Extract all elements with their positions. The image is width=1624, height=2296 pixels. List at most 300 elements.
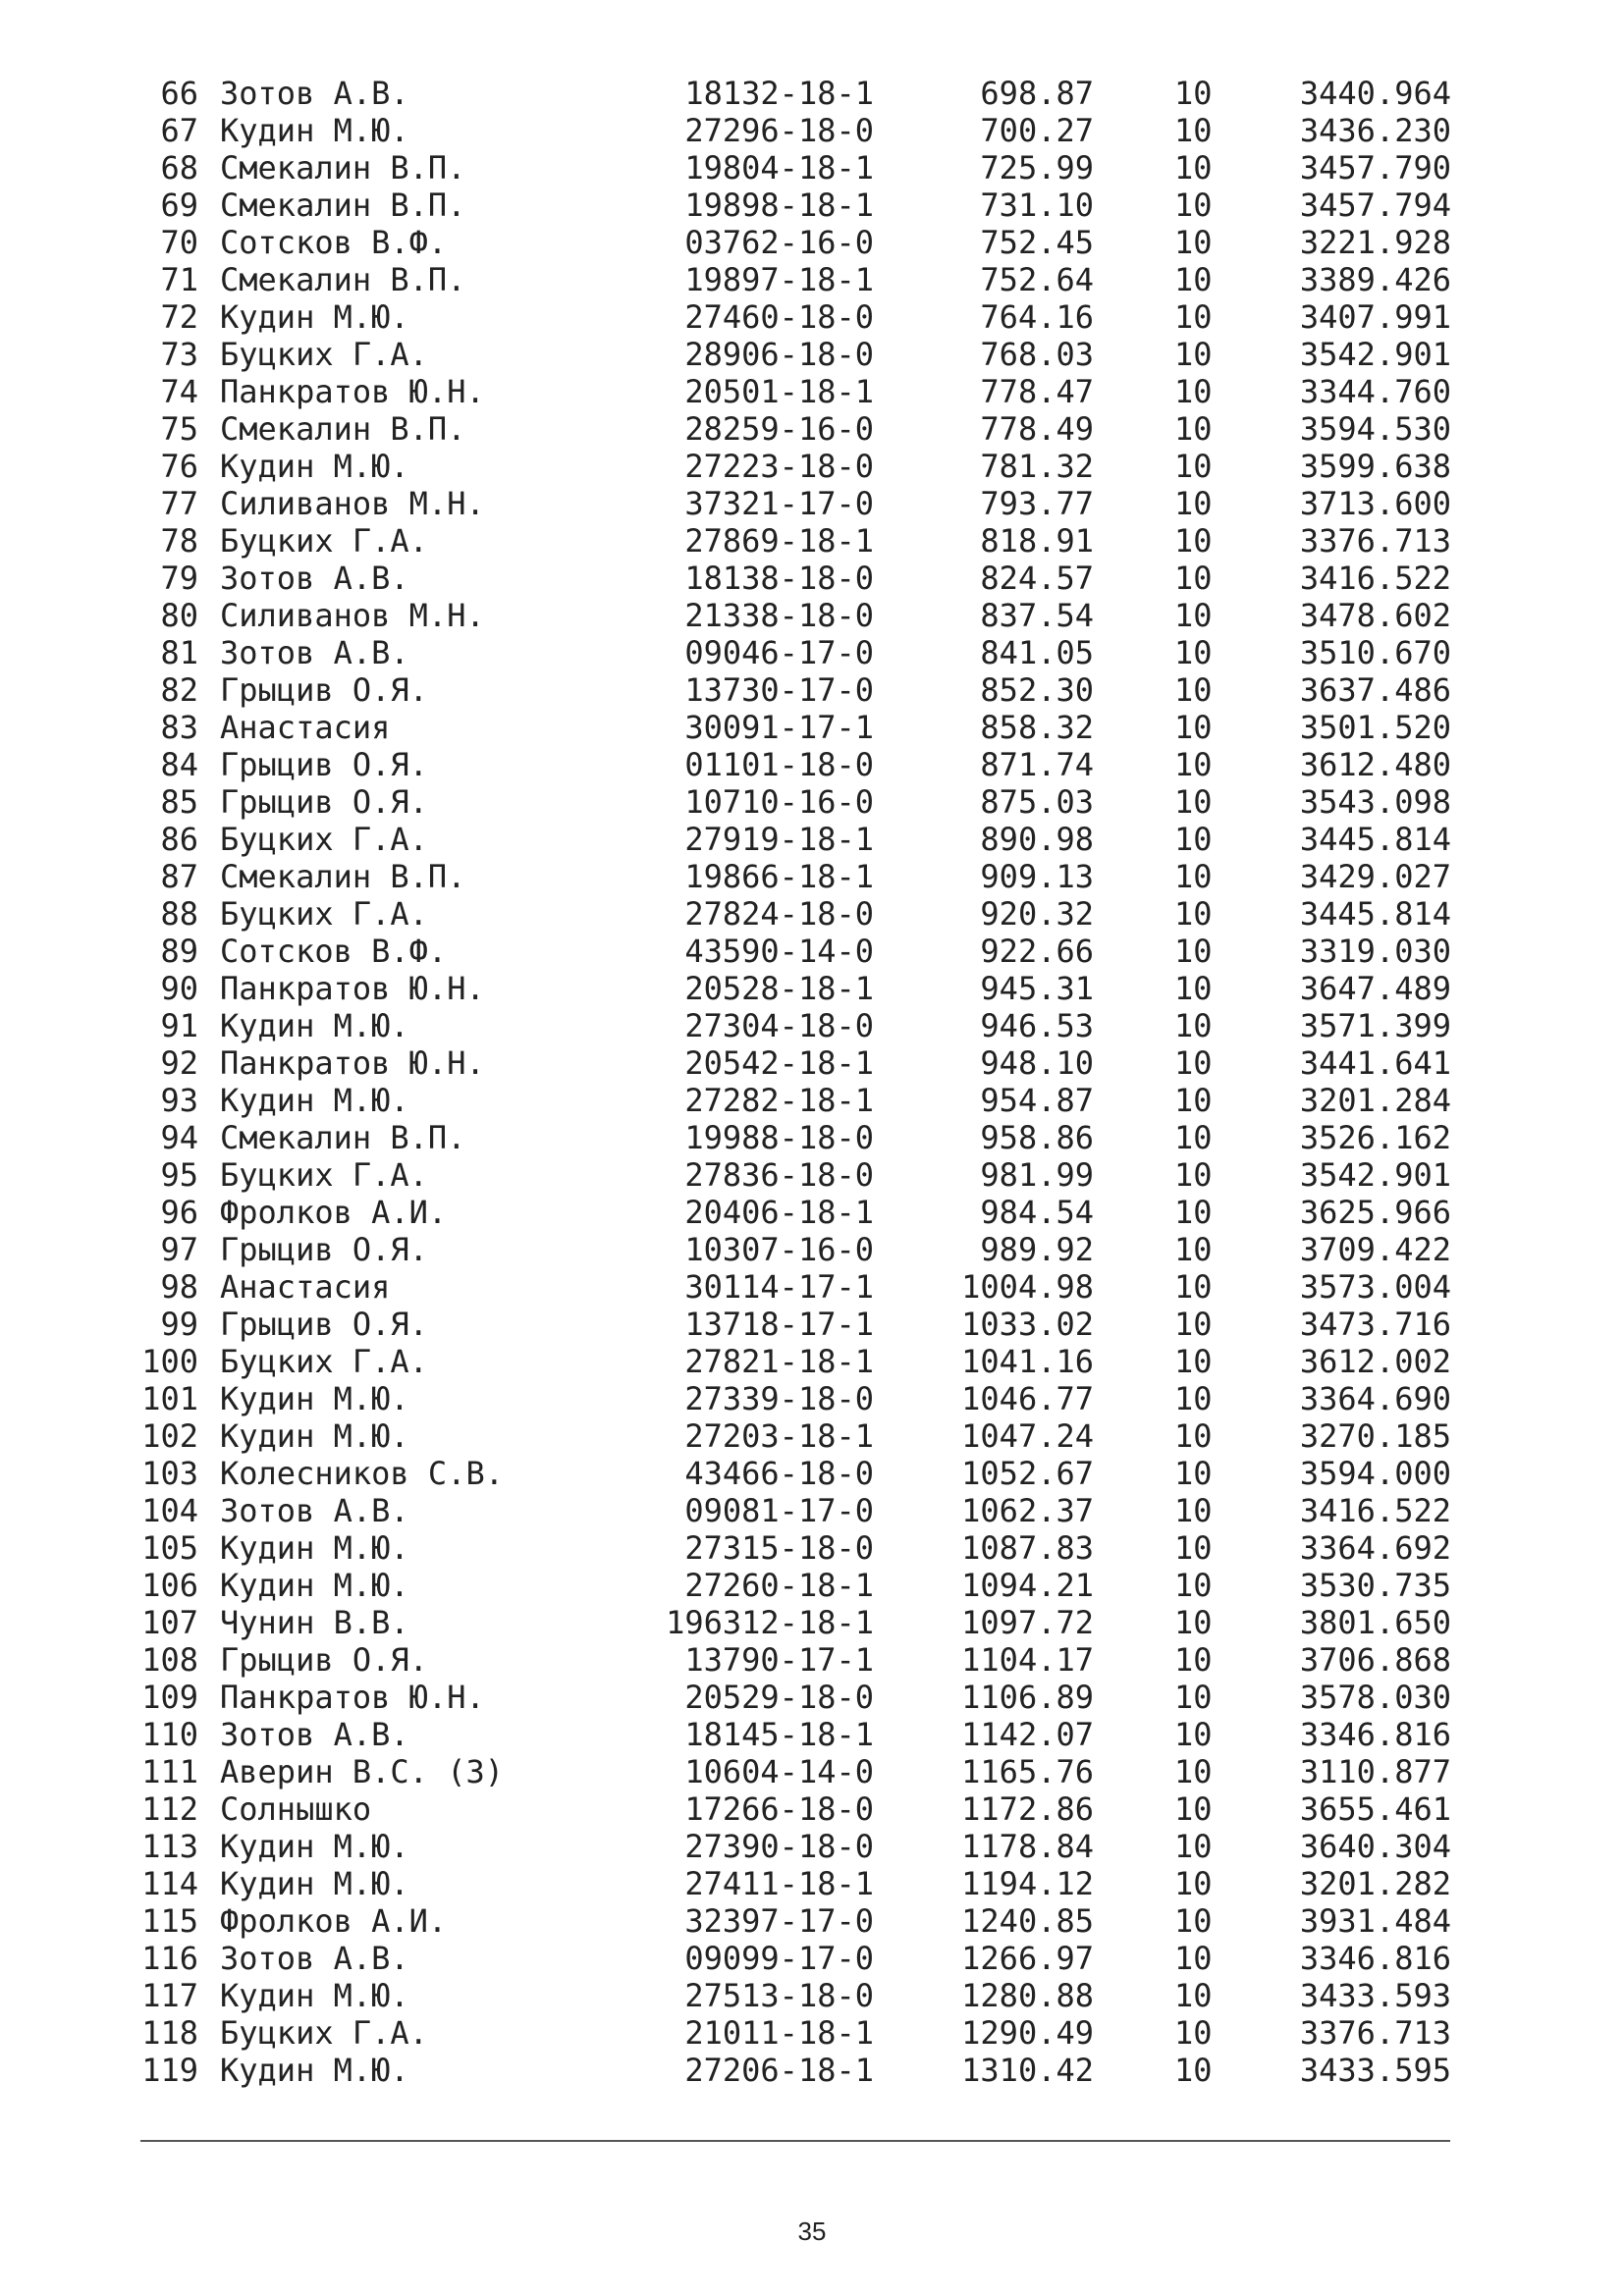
distance-value: 1280.88: [961, 1977, 1094, 2014]
ring-code: 32397-17-0: [684, 1902, 874, 1940]
table-row: [0, 149, 1624, 187]
row-number: 82: [160, 671, 198, 709]
participant-name: Кудин М.Ю.: [220, 1977, 409, 2014]
speed-value: 3319.030: [1299, 933, 1451, 970]
coefficient-value: 10: [1174, 1417, 1213, 1455]
ring-code: 18138-18-0: [684, 560, 874, 597]
table-row: [0, 1082, 1624, 1119]
coefficient-value: 10: [1174, 522, 1213, 560]
distance-value: 989.92: [980, 1231, 1094, 1268]
table-row: [0, 112, 1624, 149]
table-row: [0, 410, 1624, 448]
speed-value: 3346.816: [1299, 1716, 1451, 1753]
distance-value: 700.27: [980, 112, 1094, 149]
distance-value: 1104.17: [961, 1641, 1094, 1679]
table-row: [0, 1790, 1624, 1828]
ring-code: 28906-18-0: [684, 336, 874, 373]
row-number: 116: [141, 1940, 198, 1977]
distance-value: 778.47: [980, 373, 1094, 410]
row-number: 114: [141, 1865, 198, 1902]
participant-name: Кудин М.Ю.: [220, 1529, 409, 1567]
ring-code: 27203-18-1: [684, 1417, 874, 1455]
ring-code: 27460-18-0: [684, 298, 874, 336]
ring-code: 13790-17-1: [684, 1641, 874, 1679]
participant-name: Смекалин В.П.: [220, 187, 466, 224]
row-number: 89: [160, 933, 198, 970]
distance-value: 1172.86: [961, 1790, 1094, 1828]
speed-value: 3457.794: [1299, 187, 1451, 224]
table-row: [0, 448, 1624, 485]
table-row: [0, 1119, 1624, 1156]
distance-value: 768.03: [980, 336, 1094, 373]
coefficient-value: 10: [1174, 261, 1213, 298]
ring-code: 196312-18-1: [666, 1604, 874, 1641]
ring-code: 21338-18-0: [684, 597, 874, 634]
coefficient-value: 10: [1174, 746, 1213, 783]
row-number: 111: [141, 1753, 198, 1790]
participant-name: Панкратов Ю.Н.: [220, 373, 485, 410]
table-row: [0, 783, 1624, 821]
distance-value: 1178.84: [961, 1828, 1094, 1865]
participant-name: Панкратов Ю.Н.: [220, 970, 485, 1007]
ring-code: 43466-18-0: [684, 1455, 874, 1492]
ring-code: 27206-18-1: [684, 2052, 874, 2089]
speed-value: 3931.484: [1299, 1902, 1451, 1940]
table-row: [0, 1231, 1624, 1268]
coefficient-value: 10: [1174, 1156, 1213, 1194]
ring-code: 37321-17-0: [684, 485, 874, 522]
distance-value: 922.66: [980, 933, 1094, 970]
speed-value: 3709.422: [1299, 1231, 1451, 1268]
speed-value: 3612.002: [1299, 1343, 1451, 1380]
participant-name: Кудин М.Ю.: [220, 112, 409, 149]
coefficient-value: 10: [1174, 2052, 1213, 2089]
coefficient-value: 10: [1174, 858, 1213, 895]
coefficient-value: 10: [1174, 1231, 1213, 1268]
table-row: [0, 1828, 1624, 1865]
participant-name: Колесников С.В.: [220, 1455, 504, 1492]
participant-name: Грыцив О.Я.: [220, 671, 428, 709]
table-row: [0, 1306, 1624, 1343]
distance-value: 945.31: [980, 970, 1094, 1007]
ring-code: 21011-18-1: [684, 2014, 874, 2052]
ring-code: 19988-18-0: [684, 1119, 874, 1156]
ring-code: 03762-16-0: [684, 224, 874, 261]
speed-value: 3433.593: [1299, 1977, 1451, 2014]
participant-name: Фролков А.И.: [220, 1194, 448, 1231]
ring-code: 30091-17-1: [684, 709, 874, 746]
distance-value: 778.49: [980, 410, 1094, 448]
row-number: 95: [160, 1156, 198, 1194]
coefficient-value: 10: [1174, 336, 1213, 373]
table-row: [0, 970, 1624, 1007]
speed-value: 3344.760: [1299, 373, 1451, 410]
coefficient-value: 10: [1174, 1940, 1213, 1977]
speed-value: 3647.489: [1299, 970, 1451, 1007]
speed-value: 3416.522: [1299, 1492, 1451, 1529]
distance-value: 1097.72: [961, 1604, 1094, 1641]
row-number: 86: [160, 821, 198, 858]
row-number: 110: [141, 1716, 198, 1753]
distance-value: 781.32: [980, 448, 1094, 485]
row-number: 74: [160, 373, 198, 410]
row-number: 117: [141, 1977, 198, 2014]
table-row: [0, 1865, 1624, 1902]
coefficient-value: 10: [1174, 373, 1213, 410]
distance-value: 875.03: [980, 783, 1094, 821]
participant-name: Кудин М.Ю.: [220, 2052, 409, 2089]
speed-value: 3573.004: [1299, 1268, 1451, 1306]
participant-name: Сотсков В.Ф.: [220, 224, 448, 261]
participant-name: Кудин М.Ю.: [220, 1417, 409, 1455]
speed-value: 3625.966: [1299, 1194, 1451, 1231]
ring-code: 18145-18-1: [684, 1716, 874, 1753]
speed-value: 3441.641: [1299, 1044, 1451, 1082]
row-number: 81: [160, 634, 198, 671]
participant-name: Грыцив О.Я.: [220, 783, 428, 821]
distance-value: 1094.21: [961, 1567, 1094, 1604]
ring-code: 27282-18-1: [684, 1082, 874, 1119]
ring-code: 20542-18-1: [684, 1044, 874, 1082]
row-number: 91: [160, 1007, 198, 1044]
speed-value: 3429.027: [1299, 858, 1451, 895]
coefficient-value: 10: [1174, 1044, 1213, 1082]
coefficient-value: 10: [1174, 783, 1213, 821]
table-row: [0, 671, 1624, 709]
participant-name: Буцких Г.А.: [220, 895, 428, 933]
table-row: [0, 895, 1624, 933]
coefficient-value: 10: [1174, 1007, 1213, 1044]
speed-value: 3346.816: [1299, 1940, 1451, 1977]
distance-value: 824.57: [980, 560, 1094, 597]
row-number: 75: [160, 410, 198, 448]
table-row: [0, 597, 1624, 634]
coefficient-value: 10: [1174, 224, 1213, 261]
participant-name: Зотов А.В.: [220, 634, 409, 671]
participant-name: Буцких Г.А.: [220, 1156, 428, 1194]
distance-value: 1106.89: [961, 1679, 1094, 1716]
ring-code: 27411-18-1: [684, 1865, 874, 1902]
coefficient-value: 10: [1174, 187, 1213, 224]
speed-value: 3201.282: [1299, 1865, 1451, 1902]
ring-code: 27223-18-0: [684, 448, 874, 485]
participant-name: Анастасия: [220, 709, 391, 746]
ring-code: 20528-18-1: [684, 970, 874, 1007]
speed-value: 3542.901: [1299, 336, 1451, 373]
distance-value: 1290.49: [961, 2014, 1094, 2052]
participant-name: Кудин М.Ю.: [220, 1007, 409, 1044]
coefficient-value: 10: [1174, 1492, 1213, 1529]
coefficient-value: 10: [1174, 1380, 1213, 1417]
table-row: [0, 858, 1624, 895]
row-number: 109: [141, 1679, 198, 1716]
ring-code: 27339-18-0: [684, 1380, 874, 1417]
ring-code: 10604-14-0: [684, 1753, 874, 1790]
coefficient-value: 10: [1174, 1343, 1213, 1380]
participant-name: Смекалин В.П.: [220, 858, 466, 895]
distance-value: 698.87: [980, 75, 1094, 112]
speed-value: 3407.991: [1299, 298, 1451, 336]
coefficient-value: 10: [1174, 448, 1213, 485]
table-row: [0, 821, 1624, 858]
speed-value: 3478.602: [1299, 597, 1451, 634]
coefficient-value: 10: [1174, 1268, 1213, 1306]
distance-value: 752.64: [980, 261, 1094, 298]
table-row: [0, 1716, 1624, 1753]
row-number: 72: [160, 298, 198, 336]
ring-code: 27390-18-0: [684, 1828, 874, 1865]
table-row: [0, 1044, 1624, 1082]
row-number: 92: [160, 1044, 198, 1082]
participant-name: Зотов А.В.: [220, 560, 409, 597]
coefficient-value: 10: [1174, 1977, 1213, 2014]
coefficient-value: 10: [1174, 1641, 1213, 1679]
ring-code: 17266-18-0: [684, 1790, 874, 1828]
row-number: 99: [160, 1306, 198, 1343]
ring-code: 01101-18-0: [684, 746, 874, 783]
participant-name: Смекалин В.П.: [220, 149, 466, 187]
participant-name: Кудин М.Ю.: [220, 1380, 409, 1417]
participant-name: Буцких Г.А.: [220, 821, 428, 858]
distance-value: 954.87: [980, 1082, 1094, 1119]
participant-name: Кудин М.Ю.: [220, 1082, 409, 1119]
distance-value: 1087.83: [961, 1529, 1094, 1567]
row-number: 93: [160, 1082, 198, 1119]
ring-code: 27919-18-1: [684, 821, 874, 858]
speed-value: 3612.480: [1299, 746, 1451, 783]
distance-value: 1194.12: [961, 1865, 1094, 1902]
table-row: [0, 1529, 1624, 1567]
speed-value: 3706.868: [1299, 1641, 1451, 1679]
participant-name: Аверин В.С. (З): [220, 1753, 504, 1790]
coefficient-value: 10: [1174, 149, 1213, 187]
ring-code: 28259-16-0: [684, 410, 874, 448]
participant-name: Смекалин В.П.: [220, 410, 466, 448]
distance-value: 1266.97: [961, 1940, 1094, 1977]
ring-code: 30114-17-1: [684, 1268, 874, 1306]
speed-value: 3270.185: [1299, 1417, 1451, 1455]
ring-code: 19866-18-1: [684, 858, 874, 895]
coefficient-value: 10: [1174, 410, 1213, 448]
distance-value: 731.10: [980, 187, 1094, 224]
ring-code: 09081-17-0: [684, 1492, 874, 1529]
table-row: [0, 1940, 1624, 1977]
participant-name: Грыцив О.Я.: [220, 746, 428, 783]
ring-code: 43590-14-0: [684, 933, 874, 970]
row-number: 88: [160, 895, 198, 933]
ring-code: 13718-17-1: [684, 1306, 874, 1343]
table-row: [0, 1977, 1624, 2014]
speed-value: 3594.530: [1299, 410, 1451, 448]
table-row: [0, 1455, 1624, 1492]
ring-code: 19804-18-1: [684, 149, 874, 187]
participant-name: Чунин В.В.: [220, 1604, 409, 1641]
participant-name: Силиванов М.Н.: [220, 597, 485, 634]
table-row: [0, 187, 1624, 224]
row-number: 70: [160, 224, 198, 261]
speed-value: 3436.230: [1299, 112, 1451, 149]
distance-value: 793.77: [980, 485, 1094, 522]
coefficient-value: 10: [1174, 895, 1213, 933]
participant-name: Зотов А.В.: [220, 1492, 409, 1529]
page-number: 35: [797, 2216, 827, 2246]
distance-value: 909.13: [980, 858, 1094, 895]
speed-value: 3501.520: [1299, 709, 1451, 746]
coefficient-value: 10: [1174, 1194, 1213, 1231]
coefficient-value: 10: [1174, 112, 1213, 149]
participant-name: Фролков А.И.: [220, 1902, 448, 1940]
distance-value: 1046.77: [961, 1380, 1094, 1417]
row-number: 106: [141, 1567, 198, 1604]
table-row: [0, 1604, 1624, 1641]
row-number: 80: [160, 597, 198, 634]
row-number: 84: [160, 746, 198, 783]
coefficient-value: 10: [1174, 1790, 1213, 1828]
row-number: 107: [141, 1604, 198, 1641]
speed-value: 3440.964: [1299, 75, 1451, 112]
coefficient-value: 10: [1174, 2014, 1213, 2052]
table-row: [0, 75, 1624, 112]
speed-value: 3201.284: [1299, 1082, 1451, 1119]
participant-name: Кудин М.Ю.: [220, 298, 409, 336]
speed-value: 3578.030: [1299, 1679, 1451, 1716]
coefficient-value: 10: [1174, 671, 1213, 709]
table-row: [0, 224, 1624, 261]
speed-value: 3221.928: [1299, 224, 1451, 261]
coefficient-value: 10: [1174, 933, 1213, 970]
coefficient-value: 10: [1174, 821, 1213, 858]
ring-code: 27304-18-0: [684, 1007, 874, 1044]
distance-value: 1062.37: [961, 1492, 1094, 1529]
row-number: 103: [141, 1455, 198, 1492]
speed-value: 3637.486: [1299, 671, 1451, 709]
speed-value: 3542.901: [1299, 1156, 1451, 1194]
distance-value: 920.32: [980, 895, 1094, 933]
table-row: [0, 1343, 1624, 1380]
row-number: 118: [141, 2014, 198, 2052]
speed-value: 3801.650: [1299, 1604, 1451, 1641]
row-number: 113: [141, 1828, 198, 1865]
speed-value: 3389.426: [1299, 261, 1451, 298]
table-row: [0, 560, 1624, 597]
speed-value: 3445.814: [1299, 821, 1451, 858]
distance-value: 1142.07: [961, 1716, 1094, 1753]
speed-value: 3655.461: [1299, 1790, 1451, 1828]
speed-value: 3364.690: [1299, 1380, 1451, 1417]
speed-value: 3599.638: [1299, 448, 1451, 485]
coefficient-value: 10: [1174, 1716, 1213, 1753]
row-number: 87: [160, 858, 198, 895]
row-number: 96: [160, 1194, 198, 1231]
ring-code: 19898-18-1: [684, 187, 874, 224]
table-row: [0, 522, 1624, 560]
distance-value: 852.30: [980, 671, 1094, 709]
table-row: [0, 1194, 1624, 1231]
distance-value: 752.45: [980, 224, 1094, 261]
row-number: 73: [160, 336, 198, 373]
coefficient-value: 10: [1174, 298, 1213, 336]
coefficient-value: 10: [1174, 1753, 1213, 1790]
distance-value: 1041.16: [961, 1343, 1094, 1380]
distance-value: 841.05: [980, 634, 1094, 671]
table-row: [0, 1380, 1624, 1417]
row-number: 79: [160, 560, 198, 597]
participant-name: Зотов А.В.: [220, 1940, 409, 1977]
ring-code: 27513-18-0: [684, 1977, 874, 2014]
ring-code: 27824-18-0: [684, 895, 874, 933]
coefficient-value: 10: [1174, 1529, 1213, 1567]
ring-code: 13730-17-0: [684, 671, 874, 709]
speed-value: 3376.713: [1299, 2014, 1451, 2052]
row-number: 78: [160, 522, 198, 560]
participant-name: Буцких Г.А.: [220, 2014, 428, 2052]
speed-value: 3510.670: [1299, 634, 1451, 671]
row-number: 90: [160, 970, 198, 1007]
table-row: [0, 1268, 1624, 1306]
table-row: [0, 336, 1624, 373]
participant-name: Солнышко: [220, 1790, 372, 1828]
ring-code: 19897-18-1: [684, 261, 874, 298]
participant-name: Грыцив О.Я.: [220, 1231, 428, 1268]
ring-code: 27296-18-0: [684, 112, 874, 149]
row-number: 97: [160, 1231, 198, 1268]
participant-name: Буцких Г.А.: [220, 1343, 428, 1380]
participant-name: Грыцив О.Я.: [220, 1306, 428, 1343]
distance-value: 725.99: [980, 149, 1094, 187]
table-row: [0, 709, 1624, 746]
distance-value: 890.98: [980, 821, 1094, 858]
distance-value: 958.86: [980, 1119, 1094, 1156]
row-number: 69: [160, 187, 198, 224]
table-row: [0, 298, 1624, 336]
row-number: 68: [160, 149, 198, 187]
ring-code: 10710-16-0: [684, 783, 874, 821]
coefficient-value: 10: [1174, 970, 1213, 1007]
ring-code: 09046-17-0: [684, 634, 874, 671]
coefficient-value: 10: [1174, 634, 1213, 671]
participant-name: Анастасия: [220, 1268, 391, 1306]
row-number: 104: [141, 1492, 198, 1529]
speed-value: 3543.098: [1299, 783, 1451, 821]
distance-value: 1240.85: [961, 1902, 1094, 1940]
row-number: 98: [160, 1268, 198, 1306]
ring-code: 20406-18-1: [684, 1194, 874, 1231]
coefficient-value: 10: [1174, 1604, 1213, 1641]
speed-value: 3713.600: [1299, 485, 1451, 522]
table-row: [0, 1492, 1624, 1529]
coefficient-value: 10: [1174, 560, 1213, 597]
table-row: [0, 373, 1624, 410]
ring-code: 27869-18-1: [684, 522, 874, 560]
coefficient-value: 10: [1174, 1828, 1213, 1865]
distance-value: 984.54: [980, 1194, 1094, 1231]
row-number: 71: [160, 261, 198, 298]
ring-code: 27821-18-1: [684, 1343, 874, 1380]
ring-code: 18132-18-1: [684, 75, 874, 112]
row-number: 112: [141, 1790, 198, 1828]
distance-value: 1033.02: [961, 1306, 1094, 1343]
participant-name: Буцких Г.А.: [220, 522, 428, 560]
coefficient-value: 10: [1174, 485, 1213, 522]
coefficient-value: 10: [1174, 1119, 1213, 1156]
participant-name: Силиванов М.Н.: [220, 485, 485, 522]
table-row: [0, 2052, 1624, 2089]
participant-name: Буцких Г.А.: [220, 336, 428, 373]
table-row: [0, 1007, 1624, 1044]
table-row: [0, 1641, 1624, 1679]
speed-value: 3473.716: [1299, 1306, 1451, 1343]
table-row: [0, 746, 1624, 783]
